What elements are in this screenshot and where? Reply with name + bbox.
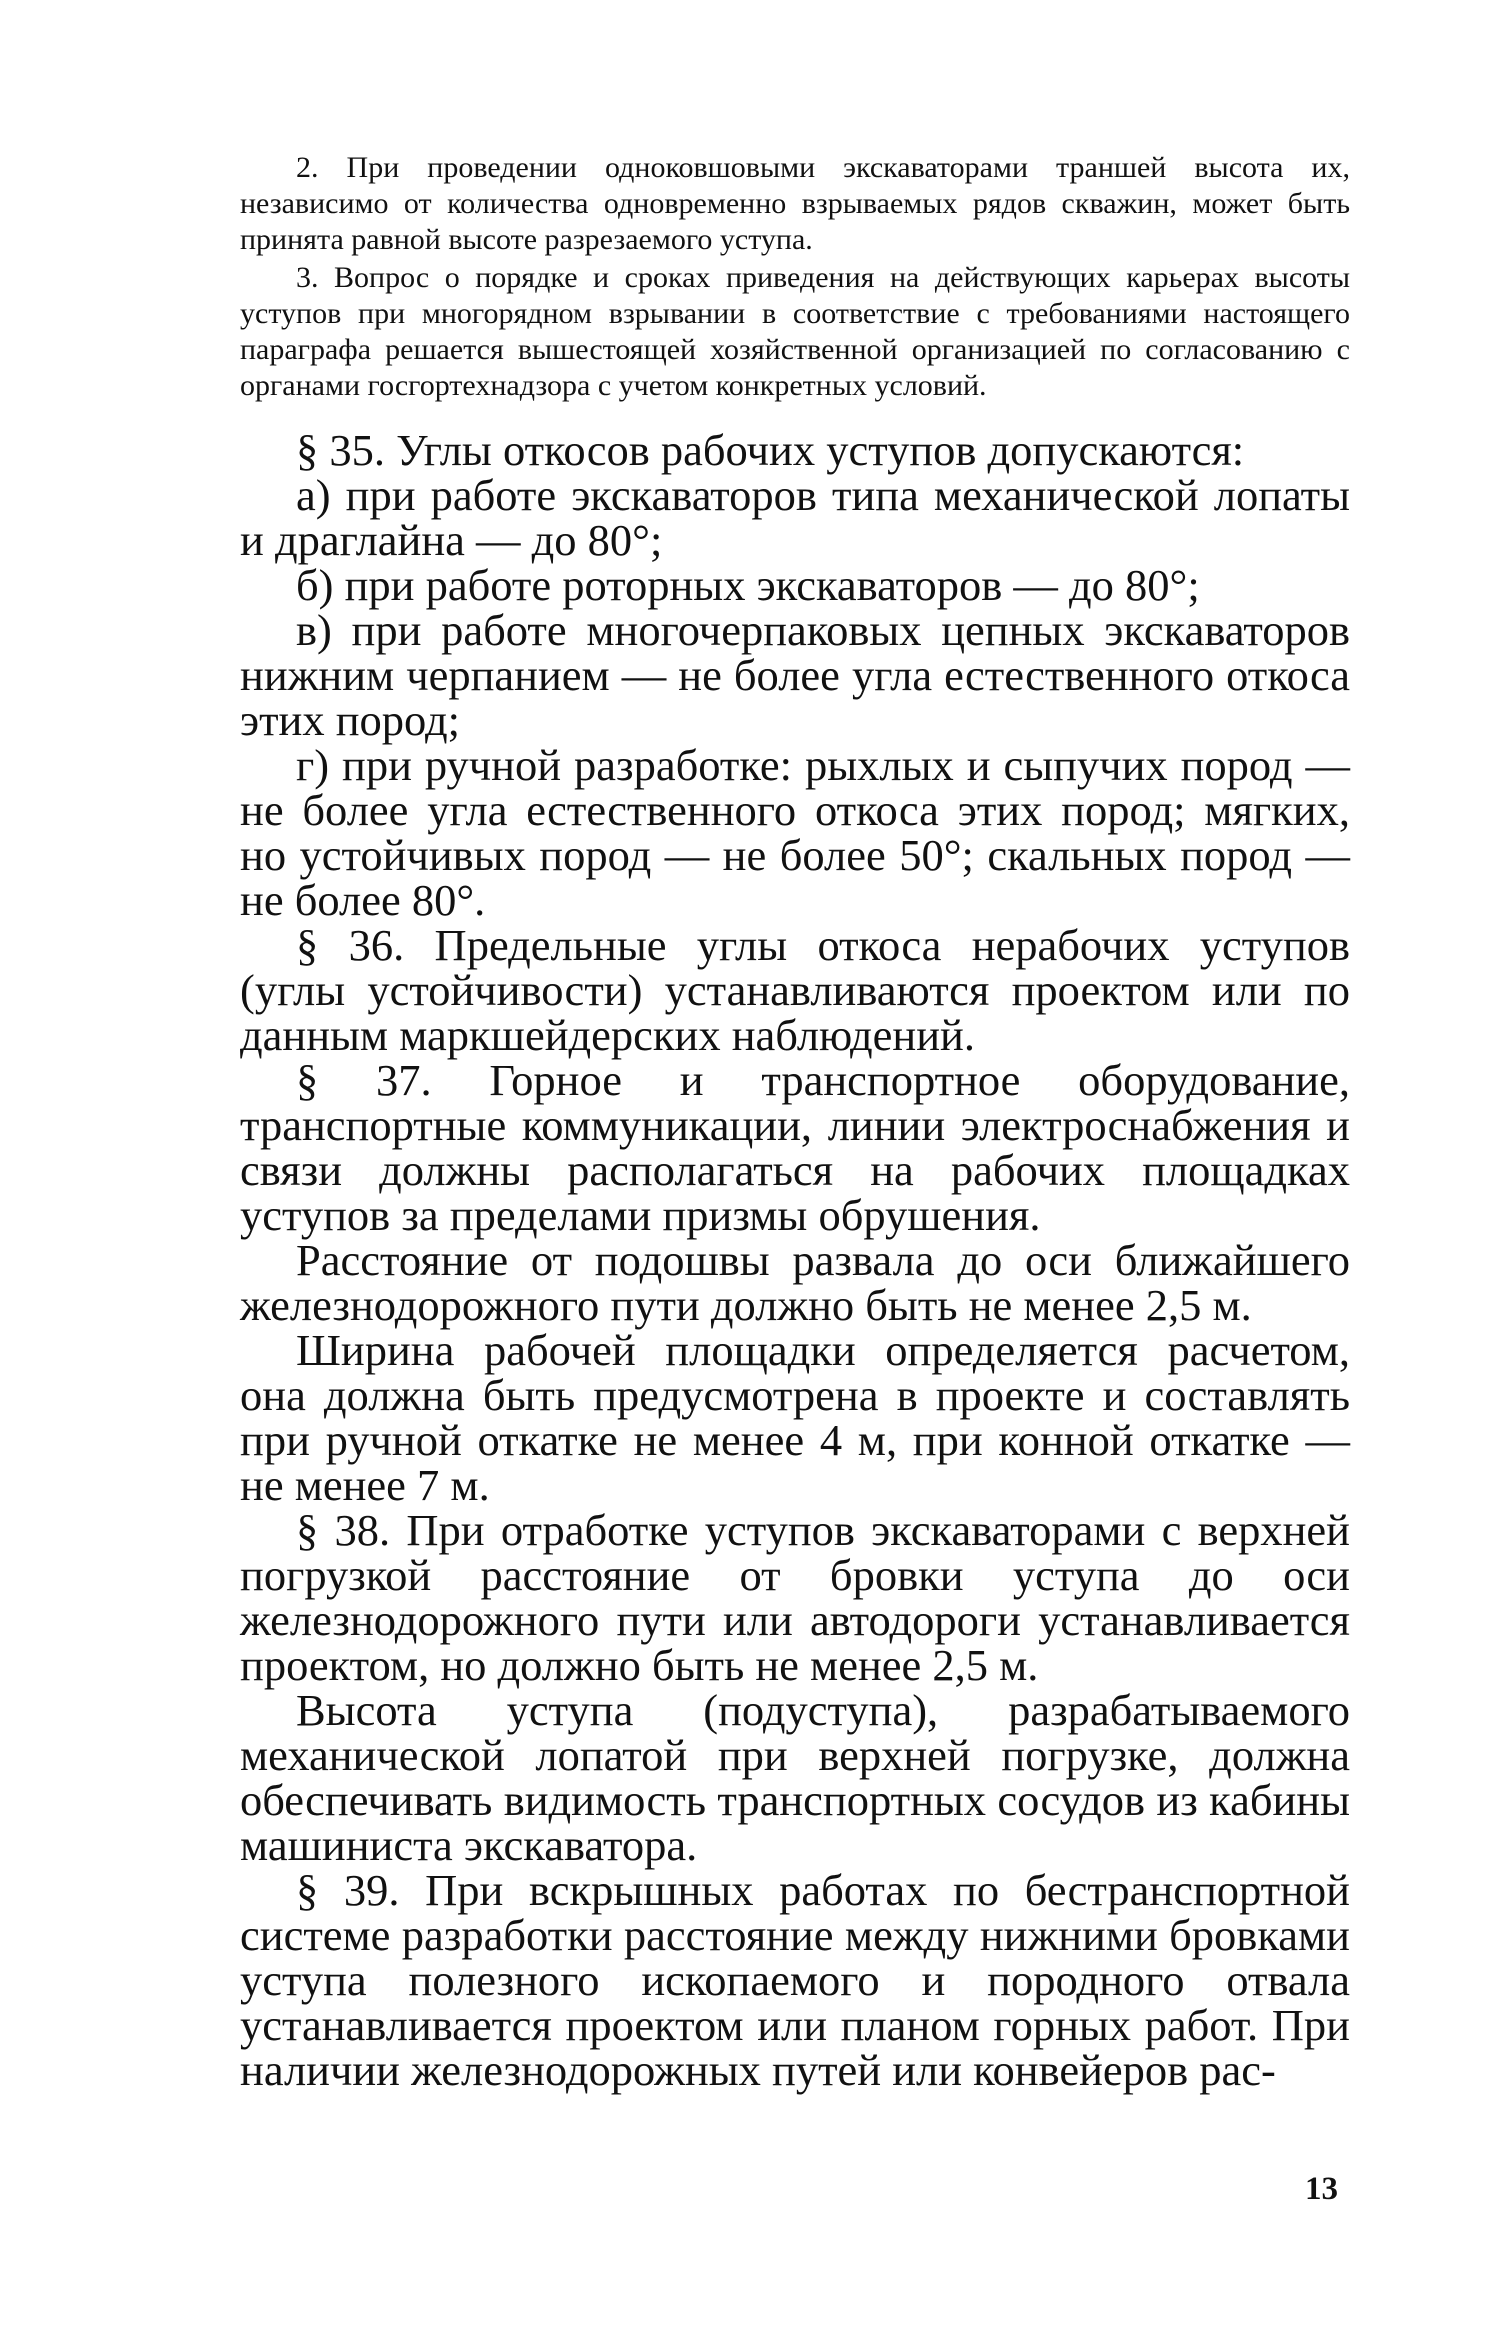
section-35-item-d: г) при ручной разработке: рыхлых и сыпучих пород — не более угла естественного откоса этих пород; мягких, но устойчивых пород — не более 50°; скальных пород — не более 80°. [240,740,1350,925]
document-page [240,150,1350,2093]
section-35-item-c: в) при работе многочерпаковых цепных экскаваторов нижним черпанием — не более угла естественного откоса этих пород; [240,605,1350,745]
note-paragraph-3: 3. Вопрос о порядке и сроках приведения на действующих карьерах высоты уступов при многорядном взрывании в соответствие с требованиями настоящего параграфа решается вышестоящей хозяйственной организацией по согласованию с органами госгортехнадзора с учетом конкретных условий. [240,261,1350,402]
section-37-paragraph: § 37. Горное и транспортное оборудование, транспортные коммуникации, линии электроснабжения и связи должны располагаться на рабочих площадках уступов за пределами призмы обрушения. [240,1055,1350,1240]
section-36-paragraph: § 36. Предельные углы откоса нерабочих уступов (углы устойчивости) устанавливаются проектом или по данным маркшейдерских наблюдений. [240,920,1350,1060]
page-number: 13 [1305,2171,1338,2207]
note-paragraph-2: 2. При проведении одноковшовыми экскаваторами траншей высота их, независимо от количества одновременно взрываемых рядов скважин, может быть принята равной высоте разрезаемого уступа. [240,151,1350,256]
distance-paragraph: Расстояние от подошвы развала до оси ближайшего железнодорожного пути должно быть не менее 2,5 м. [240,1235,1350,1330]
platform-width-paragraph: Ширина рабочей площадки определяется расчетом, она должна быть предусмотрена в проекте и составлять при ручной откатке не менее 4 м, при конной откатке — не менее 7 м. [240,1325,1350,1510]
bench-height-paragraph: Высота уступа (подуступа), разрабатываемого механической лопатой при верхней погрузке, должна обеспечивать видимость транспортных сосудов из кабины машиниста экскаватора. [240,1685,1350,1870]
section-35-heading: § 35. Углы откосов рабочих уступов допускаются: [296,425,1245,475]
section-35-item-a: а) при работе экскаваторов типа механической лопаты и драглайна — до 80°; [240,470,1350,565]
section-39-paragraph: § 39. При вскрышных работах по бестранспортной системе разработки расстояние между нижними бровками уступа полезного ископаемого и породного отвала устанавливается проектом или планом горных работ. При наличии железнодорожных путей или конвейеров рас- [240,1865,1350,2095]
section-35-item-b: б) при работе роторных экскаваторов — до 80°; [296,560,1200,610]
section-38-paragraph: § 38. При отработке уступов экскаваторами с верхней погрузкой расстояние от бровки уступа до оси железнодорожного пути или автодороги устанавливается проектом, но должно быть не менее 2,5 м. [240,1505,1350,1690]
